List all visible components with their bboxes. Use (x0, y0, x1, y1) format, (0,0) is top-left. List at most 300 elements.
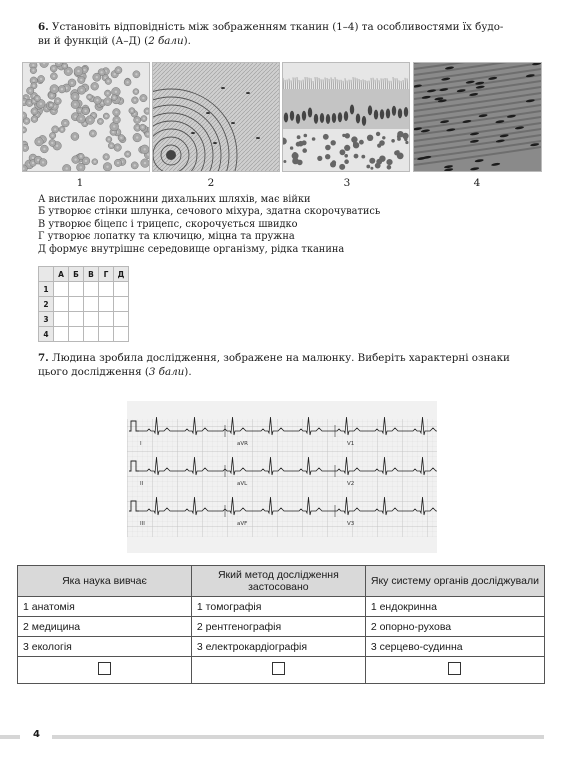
connective-cell (376, 132, 380, 136)
blood-cell-center (38, 141, 40, 143)
grid-cell[interactable] (84, 327, 99, 342)
tissue-image-epithelium (282, 62, 410, 172)
cell-nucleus (308, 108, 312, 118)
grid-cell[interactable] (69, 327, 84, 342)
blood-cell-center (57, 100, 59, 102)
table-header-method: Який метод дослідження застосовано (191, 566, 365, 597)
cilium (291, 80, 292, 89)
cilium (329, 79, 330, 89)
cilium (403, 80, 404, 89)
footer-bar-right (52, 735, 544, 739)
cell-nucleus (284, 112, 288, 122)
cilium (391, 81, 392, 89)
blood-cell-center (84, 110, 86, 112)
blood-cell-center (53, 75, 55, 77)
cell-nucleus (296, 114, 300, 124)
blood-cell-center (105, 115, 107, 117)
connective-cell (397, 153, 404, 160)
cell-nucleus (302, 111, 306, 121)
blood-cell-center (40, 78, 42, 80)
grid-cell[interactable] (69, 312, 84, 327)
cell-nucleus (362, 116, 366, 126)
connective-cell (359, 140, 364, 145)
ecg-lead-label: II (140, 481, 144, 487)
option-e: Д формує внутрішнє середовище організму, рідка тканина (38, 244, 345, 255)
blood-cell-center (96, 76, 98, 78)
connective-cell (344, 159, 349, 164)
cilium (349, 80, 350, 89)
blood-cell-center (99, 120, 101, 122)
blood-cell-center (51, 142, 53, 144)
connective-cell (369, 158, 375, 164)
blood-cell-center (74, 103, 76, 105)
blood-cell-center (29, 90, 31, 92)
grid-cell[interactable] (114, 282, 129, 297)
blood-cell-center (54, 128, 56, 130)
cilium (389, 81, 390, 89)
connective-cell (340, 149, 346, 155)
ecg-lead-label: aVF (237, 521, 248, 527)
cilium (369, 81, 370, 89)
cilium (325, 77, 326, 89)
muscle-nucleus (444, 168, 453, 171)
image-caption-3: 3 (343, 177, 351, 189)
blood-cell-center (43, 148, 45, 150)
cilium (401, 81, 402, 89)
cilium (339, 80, 340, 89)
cilium (397, 78, 398, 89)
connective-cell (397, 137, 401, 141)
q7-number: 7. (38, 352, 49, 364)
connective-cell (377, 144, 381, 148)
cilium (305, 77, 306, 89)
epithelium-layer (283, 89, 409, 129)
cilium (399, 80, 400, 89)
blood-cell-center (144, 162, 146, 164)
blood-cell-center (92, 132, 94, 134)
cilium (347, 81, 348, 89)
blood-cell-center (51, 94, 53, 96)
blood-cell-center (134, 164, 136, 166)
blood-cell-center (94, 161, 96, 163)
cilium (283, 78, 284, 89)
cilium (337, 79, 338, 89)
ecg-lead-label: aVL (237, 481, 248, 487)
blood-cell-center (100, 71, 102, 73)
grid-cell[interactable] (114, 312, 129, 327)
cilium (375, 80, 376, 89)
blood-cell-center (135, 90, 137, 92)
blood-cell-center (115, 111, 117, 113)
cilium (387, 78, 388, 89)
grid-cell[interactable] (114, 297, 129, 312)
cell-nucleus (386, 109, 390, 119)
blood-cell-center (136, 127, 138, 129)
blood-cell-center (37, 159, 39, 161)
grid-row-header: 3 (39, 312, 54, 327)
connective-cell (292, 158, 299, 165)
blood-cell-center (84, 122, 86, 124)
cell-nucleus (356, 113, 360, 123)
grid-cell[interactable] (54, 327, 69, 342)
blood-cell-center (56, 145, 58, 147)
cilium (303, 80, 304, 89)
cilium (299, 80, 300, 89)
connective-cell (387, 165, 392, 170)
answer-box-system[interactable] (448, 662, 461, 675)
cilium (317, 77, 318, 89)
cell-nucleus (368, 105, 372, 115)
blood-cell-center (113, 125, 115, 127)
cilium (309, 78, 310, 89)
cilium (285, 80, 286, 89)
table-cell: 2 рентгенографія (191, 617, 365, 637)
connective-cell (323, 134, 329, 140)
blood-cell-center (107, 92, 109, 94)
cilium (331, 77, 332, 89)
table-cell: 2 опорно-рухова (365, 617, 544, 637)
cilium (307, 77, 308, 89)
blood-cell-center (32, 69, 34, 71)
cell-nucleus (350, 105, 354, 115)
blood-cell-center (80, 166, 82, 168)
footer-bar-left (0, 735, 20, 739)
ecg-lead-label: III (140, 521, 145, 527)
grid-row-header: 2 (39, 297, 54, 312)
blood-cell-center (61, 88, 63, 90)
blood-cell-center (101, 102, 103, 104)
blood-cell-center (51, 134, 53, 136)
blood-cell-center (61, 128, 63, 130)
cilium (293, 77, 294, 89)
connective-cell (382, 136, 385, 139)
blood-cell-center (32, 157, 34, 159)
blood-cell-center (134, 99, 136, 101)
muscle-nucleus (475, 159, 484, 163)
connective-cell (332, 160, 337, 165)
grid-cell[interactable] (99, 312, 114, 327)
table-cell: 3 екологія (18, 637, 192, 657)
q7-text-line2a: цього дослідження ( (38, 365, 149, 378)
table-row (18, 617, 545, 637)
blood-cell-center (33, 85, 35, 87)
cilium (393, 77, 394, 89)
blood-cell-center (53, 88, 55, 90)
cilium (301, 80, 302, 89)
blood-cell-center (80, 118, 82, 120)
cilium (351, 80, 352, 89)
blood-cell-center (66, 167, 68, 169)
connective-cell (370, 167, 373, 170)
q6-points: 2 бали (148, 34, 184, 47)
cilium (323, 79, 324, 89)
cell-nucleus (332, 113, 336, 123)
connective-cell (391, 139, 395, 143)
cilium (377, 78, 378, 89)
blood-cell-center (33, 110, 35, 112)
ecg-image (127, 401, 437, 553)
blood-cell-center (80, 79, 82, 81)
q6-text-line2a: ви й функцій (А–Д) ( (38, 34, 149, 47)
blood-cell-center (50, 104, 52, 106)
grid-col-header: В (84, 267, 99, 282)
muscle-nucleus (491, 162, 500, 166)
cilium (319, 78, 320, 89)
blood-cell-center (77, 70, 79, 72)
q7-answer-table (17, 565, 545, 684)
grid-col-header: Д (114, 267, 129, 282)
blood-cell-center (113, 96, 115, 98)
cell-nucleus (374, 110, 378, 120)
table-row (18, 597, 545, 617)
q7-points: 3 бали (148, 365, 185, 378)
connective-cell (344, 145, 350, 151)
q6-text-line1: Установіть відповідність між зображенням тканин (1–4) та особливостями їх будо- (52, 21, 504, 33)
blood-cell-center (131, 110, 133, 112)
cilium (341, 80, 342, 89)
blood-cell-center (36, 97, 38, 99)
blood-cell-center (94, 85, 96, 87)
connective-cell (376, 159, 382, 165)
cell-nucleus (392, 106, 396, 116)
grid-cell[interactable] (84, 282, 99, 297)
connective-cell (404, 138, 407, 141)
cilium (287, 80, 288, 89)
cilium (361, 80, 362, 89)
blood-cell-center (127, 153, 129, 155)
blood-cell-center (80, 89, 82, 91)
blood-cell-center (67, 70, 69, 72)
ecg-lead-label: I (140, 441, 142, 447)
table-header-science: Яка наука вивчає (18, 566, 192, 597)
blood-cell-center (28, 102, 30, 104)
blood-cell-center (96, 99, 98, 101)
grid-cell[interactable] (69, 282, 84, 297)
connective-cell (298, 141, 304, 147)
blood-cell-center (64, 122, 66, 124)
table-cell: 1 анатомія (18, 597, 192, 617)
blood-cell-center (105, 156, 107, 158)
connective-cell (354, 154, 359, 159)
cilium (289, 79, 290, 89)
blood-cell-center (115, 119, 117, 121)
tissue-image-blood (22, 62, 150, 172)
grid-cell[interactable] (99, 282, 114, 297)
blood-cell-center (40, 103, 42, 105)
blood-cell-center (32, 162, 34, 164)
grid-row-header: 4 (39, 327, 54, 342)
cilium (313, 81, 314, 89)
cilium (405, 78, 406, 89)
table-cell: 2 медицина (18, 617, 192, 637)
cilium (365, 80, 366, 89)
connective-cell (290, 146, 293, 149)
blood-cell-center (53, 67, 55, 69)
connective-cell (361, 155, 365, 159)
blood-cell-center (74, 116, 76, 118)
cilium (345, 78, 346, 89)
cell-nucleus (398, 108, 402, 118)
cilium (381, 78, 382, 89)
blood-cell-center (83, 69, 85, 71)
option-a: А вистилає порожнини дихальних шляхів, має війки (38, 194, 311, 205)
answer-box-science[interactable] (98, 662, 111, 675)
image-caption-1: 1 (76, 177, 84, 189)
table-cell: 3 електрокардіографія (191, 637, 365, 657)
q7-text-line1: Людина зробила дослідження, зображене на малюнку. Виберіть характерні ознаки (52, 352, 510, 364)
cilium (373, 78, 374, 89)
cilium (385, 78, 386, 89)
cilium (395, 78, 396, 89)
blood-cell-center (108, 138, 110, 140)
cell-nucleus (344, 111, 348, 121)
connective-cell (302, 148, 307, 153)
option-c: В утворює біцепс і трицепс, скорочується швидко (38, 219, 298, 230)
ecg-lead-label: V3 (347, 521, 355, 527)
connective-cell (386, 159, 392, 165)
grid-cell[interactable] (69, 297, 84, 312)
grid-col-header: А (54, 267, 69, 282)
grid-cell[interactable] (54, 297, 69, 312)
blood-cell-center (25, 120, 27, 122)
connective-cell (344, 154, 348, 158)
grid-cell[interactable] (99, 327, 114, 342)
cell-nucleus (404, 107, 408, 117)
cilium (297, 77, 298, 89)
connective-cell (312, 137, 316, 141)
grid-cell[interactable] (84, 312, 99, 327)
grid-cell[interactable] (114, 327, 129, 342)
blood-cell-center (107, 80, 109, 82)
table-cell: 3 серцево-судинна (365, 637, 544, 657)
cilium (363, 79, 364, 89)
grid-cell[interactable] (54, 282, 69, 297)
cilium (353, 77, 354, 89)
cilium (367, 81, 368, 89)
cell-nucleus (320, 113, 324, 123)
q6-number: 6. (38, 21, 49, 33)
option-d: Г утворює лопатку та ключицю, міцна та пружна (38, 231, 295, 242)
answer-row (18, 657, 545, 684)
blood-cell-center (115, 91, 117, 93)
cell-nucleus (290, 111, 294, 121)
cilium (359, 79, 360, 89)
cilium (327, 78, 328, 89)
cilium (343, 81, 344, 89)
blood-cell-center (135, 73, 137, 75)
page-number: 4 (33, 729, 40, 740)
blood-cell-center (74, 135, 76, 137)
cilium (407, 78, 408, 89)
connective-cell (342, 134, 345, 137)
connective-cell (405, 141, 408, 144)
answer-box-method[interactable] (272, 662, 285, 675)
connective-cell (331, 140, 336, 145)
connective-cell (325, 154, 330, 159)
cell-nucleus (326, 114, 330, 124)
connective-cell (283, 138, 287, 145)
tissue-image-bone (152, 62, 280, 172)
blood-cell-center (88, 96, 90, 98)
blood-cell-center (79, 109, 81, 111)
cell-nucleus (380, 109, 384, 119)
cilium (355, 78, 356, 89)
blood-cell-center (74, 158, 76, 160)
table-cell: 1 ендокринна (365, 597, 544, 617)
blood-cell-center (141, 126, 143, 128)
grid-row-header: 1 (39, 282, 54, 297)
blood-cell-center (80, 155, 82, 157)
blood-cell-center (144, 148, 146, 150)
blood-cell-center (85, 160, 87, 162)
blood-cell-center (106, 166, 108, 168)
blood-cell-center (136, 136, 138, 138)
muscle-nucleus (470, 167, 479, 171)
connective-cell (366, 165, 370, 169)
connective-cell (304, 134, 308, 138)
blood-cell-center (24, 147, 26, 149)
blood-cell-center (112, 131, 114, 133)
tissue-image-smooth-muscle (413, 62, 542, 172)
blood-cell-center (142, 97, 144, 99)
cilium (335, 77, 336, 89)
q7-text (38, 352, 553, 379)
cilium (333, 79, 334, 89)
q6-text-line2b: ). (183, 34, 191, 47)
table-cell: 1 томографія (191, 597, 365, 617)
connective-cell (339, 164, 345, 170)
grid-col-header: Б (69, 267, 84, 282)
blood-cell-center (143, 117, 145, 119)
connective-cell (283, 160, 286, 163)
answer-grid (38, 266, 129, 342)
blood-cell-center (146, 110, 148, 112)
muscle-nucleus (532, 63, 541, 66)
blood-cell-center (116, 146, 118, 148)
cilium (315, 77, 316, 89)
cell-nucleus (314, 114, 318, 124)
connective-cell (397, 131, 403, 137)
blood-cell-center (110, 145, 112, 147)
image-caption-2: 2 (207, 177, 215, 189)
cell-nucleus (338, 112, 342, 122)
blood-cell-center (64, 65, 66, 67)
blood-cell-center (33, 79, 35, 81)
grid-cell[interactable] (54, 312, 69, 327)
ecg-lead-label: aVR (237, 441, 248, 447)
blood-cell-center (147, 133, 149, 135)
cilium (357, 78, 358, 89)
grid-cell[interactable] (84, 297, 99, 312)
blood-cell-center (71, 82, 73, 84)
blood-cell-center (74, 96, 76, 98)
cilium (379, 80, 380, 89)
image-caption-4: 4 (473, 177, 481, 189)
grid-corner (39, 267, 54, 282)
connective-cell (317, 156, 322, 161)
ecg-lead-label: V2 (347, 481, 355, 487)
grid-cell[interactable] (99, 297, 114, 312)
q6-text (38, 21, 548, 48)
cilium (311, 78, 312, 89)
blood-cell-center (117, 69, 119, 71)
blood-cell-center (126, 81, 128, 83)
q7-text-line2b: ). (184, 365, 192, 378)
blood-cell-center (42, 161, 44, 163)
cilium (295, 78, 296, 89)
blood-cell-center (136, 119, 138, 121)
connective-cell (351, 136, 357, 142)
